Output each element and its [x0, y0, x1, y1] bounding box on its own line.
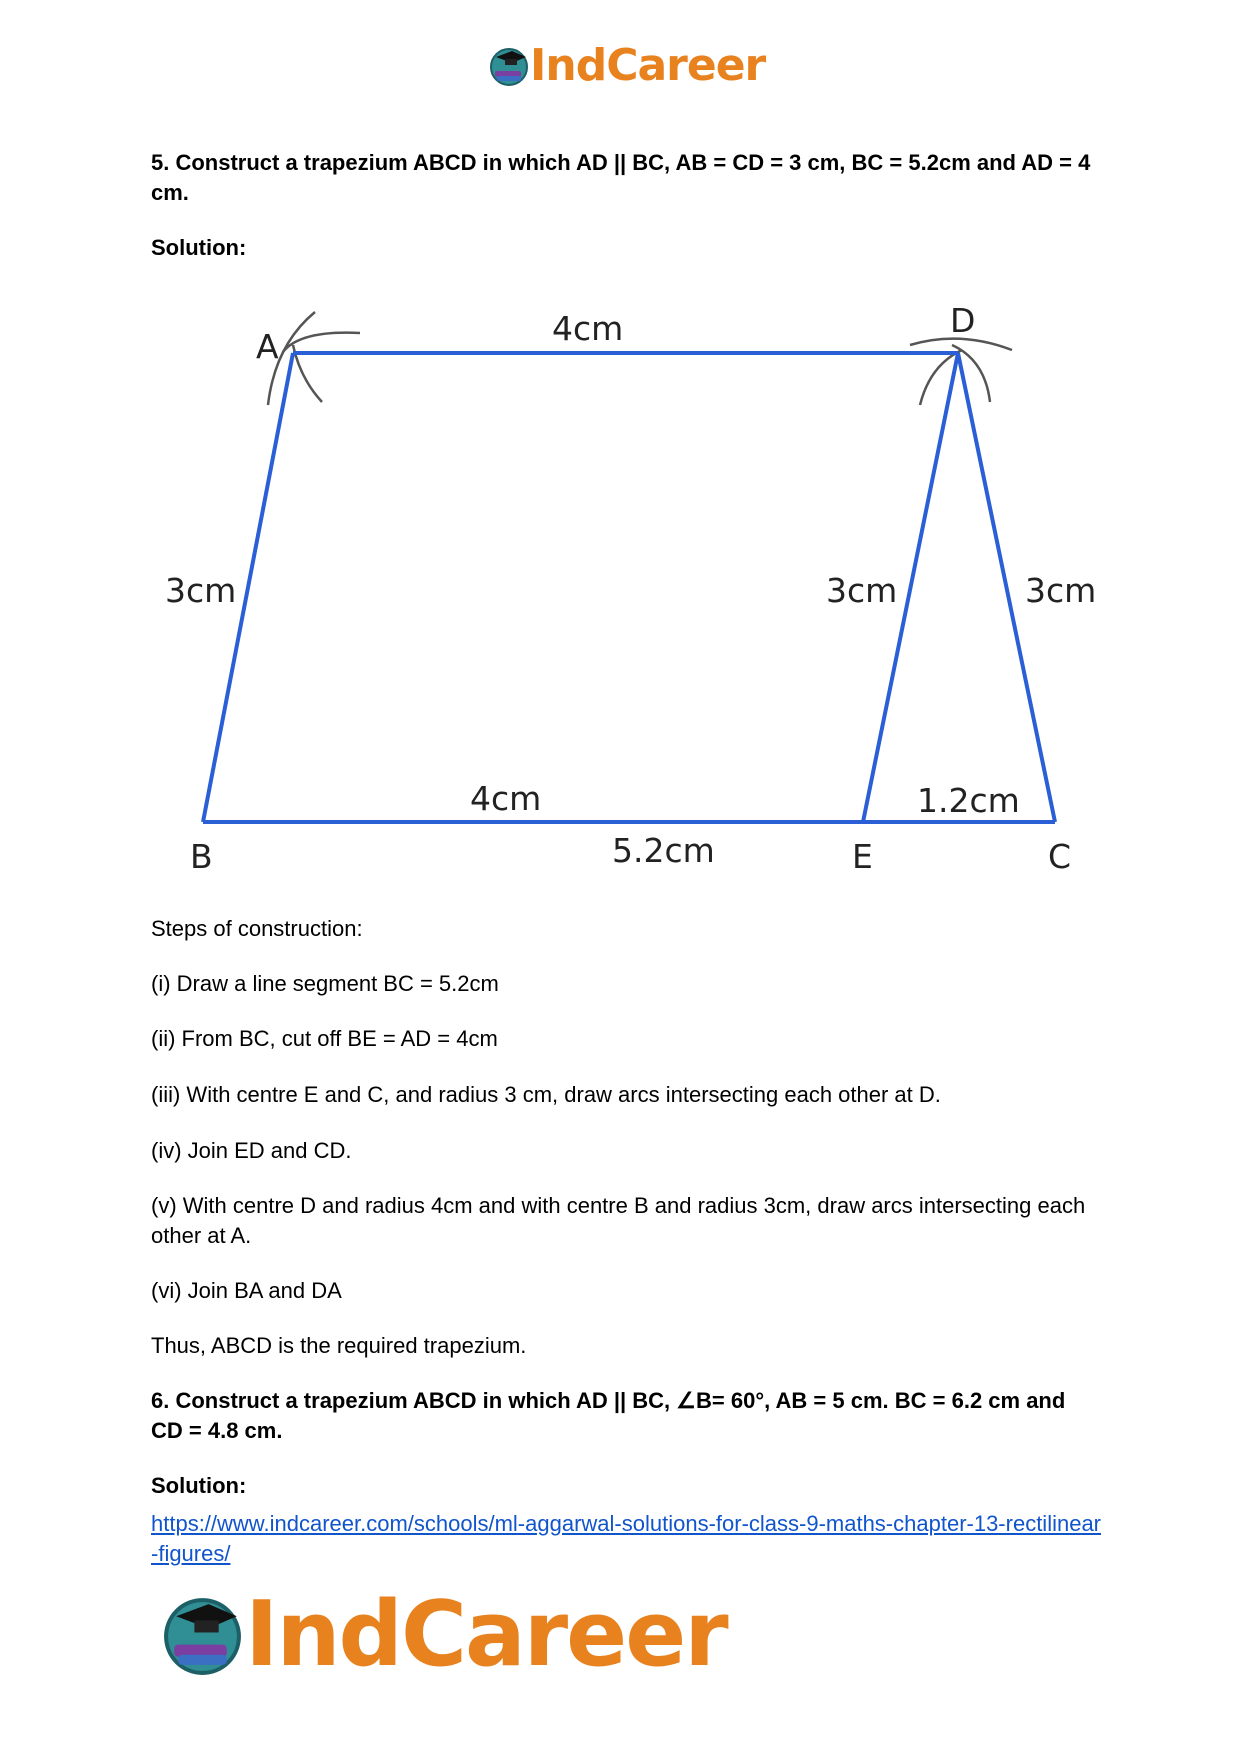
steps-conclusion: Thus, ABCD is the required trapezium. [151, 1333, 527, 1358]
vertex-D: D [950, 301, 976, 340]
step-item: (v) With centre D and radius 4cm and with centre B and radius 3cm, draw arcs intersecting each other at A. [151, 1193, 1086, 1248]
label-ED-length: 3cm [826, 571, 898, 610]
step-item: (iv) Join ED and CD. [151, 1138, 352, 1163]
vertex-A: A [256, 327, 279, 366]
brand-name: IndCareer [530, 40, 766, 91]
source-link[interactable]: https://www.indcareer.com/schools/ml-aggarwal-solutions-for-class-9-maths-chapter-13-rectilinear-figures/ [151, 1511, 1102, 1566]
step-item: (vi) Join BA and DA [151, 1278, 342, 1303]
label-AD-length: 4cm [552, 309, 624, 348]
solution-label-5: Solution: [151, 235, 247, 260]
globe-graduation-cap-books-icon [160, 1592, 245, 1677]
step-item: (iii) With centre E and C, and radius 3 cm, draw arcs intersecting each other at D. [151, 1082, 941, 1107]
construction-arc [910, 339, 1012, 350]
label-CD-length: 3cm [1025, 571, 1097, 610]
question-6-text: 6. Construct a trapezium ABCD in which AD || BC, ∠B= 60°, AB = 5 cm. BC = 6.2 cm and CD = 4.8 cm. [151, 1388, 1066, 1443]
step-item: (i) Draw a line segment BC = 5.2cm [151, 971, 499, 996]
vertex-B: B [190, 837, 213, 876]
question-5-text: 5. Construct a trapezium ABCD in which AD || BC, AB = CD = 3 cm, BC = 5.2cm and AD = 4 cm. [151, 150, 1091, 205]
steps-heading: Steps of construction: [151, 916, 363, 941]
step-item: (ii) From BC, cut off BE = AD = 4cm [151, 1026, 498, 1051]
solution-label-6: Solution: [151, 1473, 247, 1498]
label-BC-length: 5.2cm [612, 831, 715, 870]
vertex-E: E [852, 837, 873, 876]
footer-logo [160, 1582, 727, 1687]
brand-name: IndCareer [245, 1582, 727, 1687]
label-AB-length: 3cm [165, 571, 237, 610]
label-BE-length: 4cm [470, 779, 542, 818]
label-EC-length: 1.2cm [917, 781, 1020, 820]
vertex-C: C [1048, 837, 1072, 876]
